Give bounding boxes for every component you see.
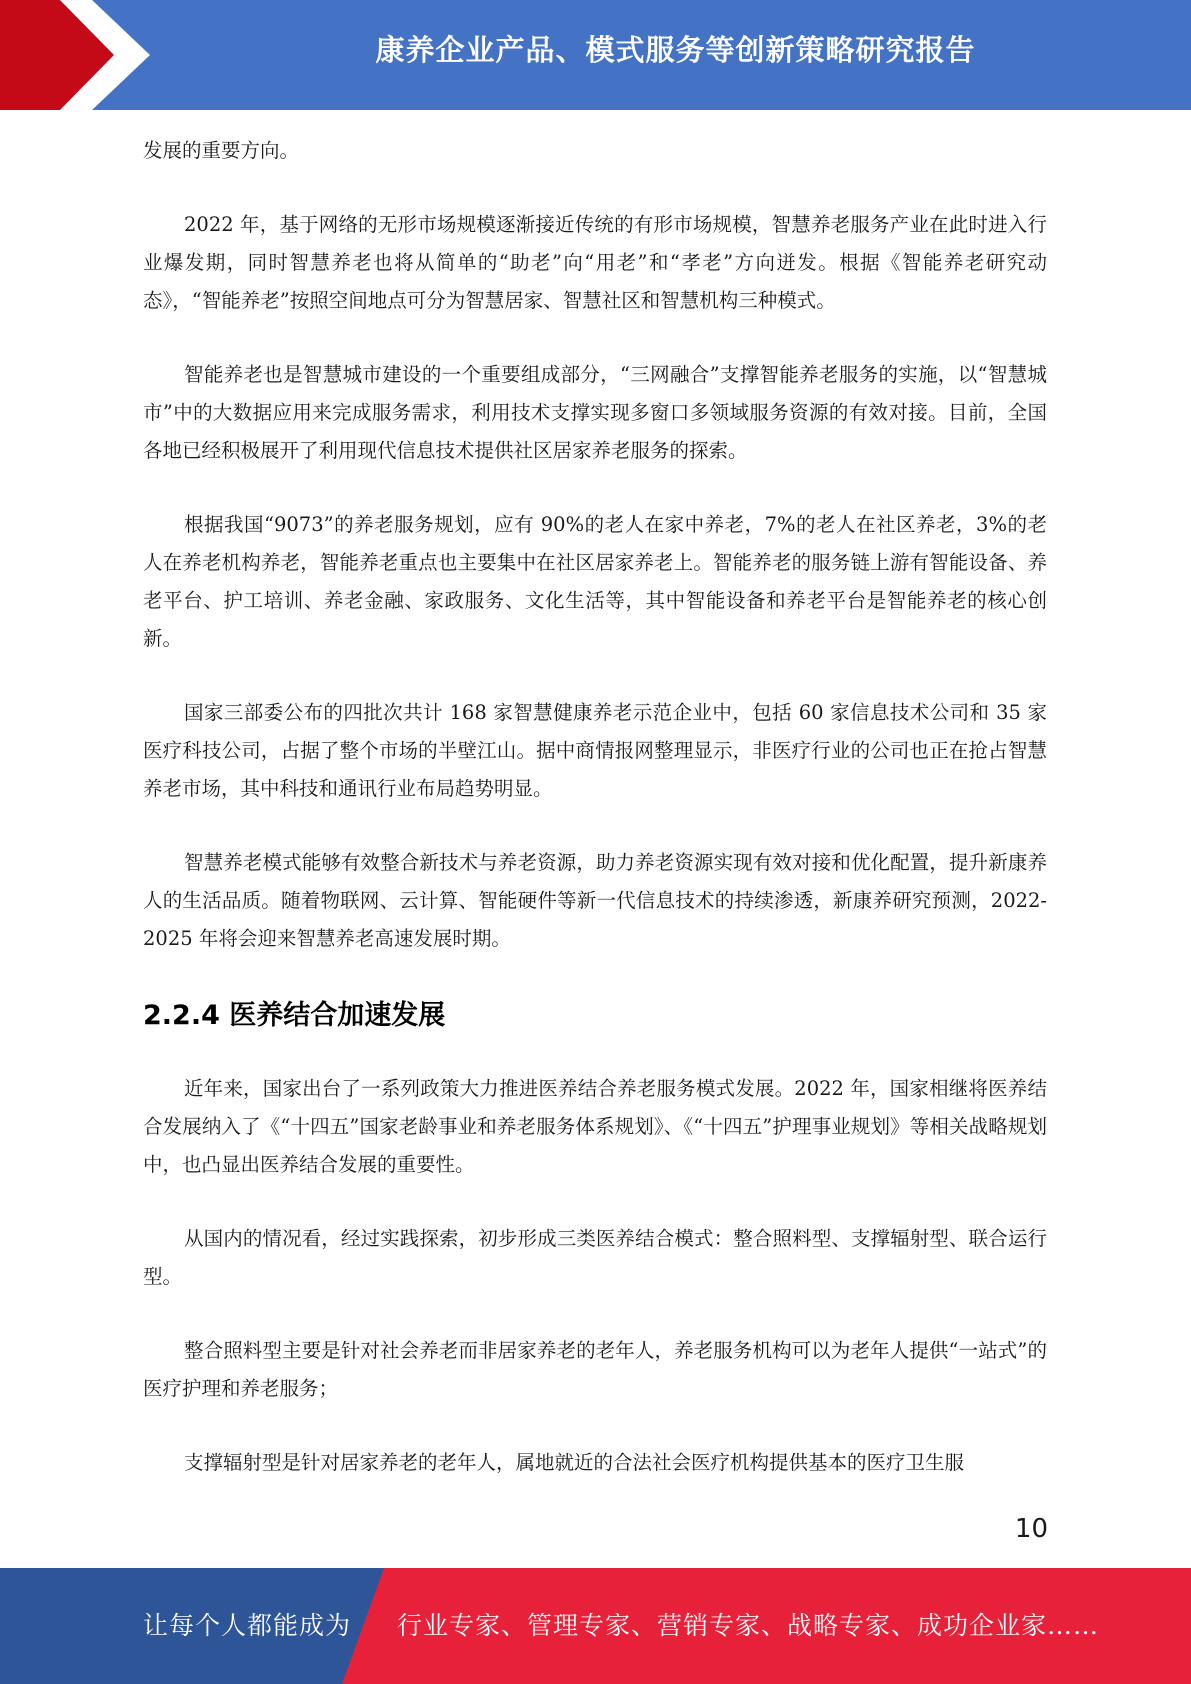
paragraph: 从国内的情况看，经过实践探索，初步形成三类医养结合模式：整合照料型、支撑辐射型、联合运行型。 [143,1227,1047,1288]
report-title: 康养企业产品、模式服务等创新策略研究报告 [375,33,976,67]
paragraph: 近年来，国家出台了一系列政策大力推进医养结合养老服务模式发展。2022 年，国家相继将医养结合发展纳入了《“十四五”国家老龄事业和养老服务体系规划》、《“十四五”护理事业规划》等相关战略规划中，也凸显出医养结合发展的重要性。 [143,1077,1047,1176]
document-body [143,132,1047,1518]
page-footer [0,1568,1191,1684]
paragraph: 智能养老也是智慧城市建设的一个重要组成部分，“三网融合”支撑智能养老服务的实施，以“智慧城市”中的大数据应用来完成服务需求，利用技术支撑实现多窗口多领域服务资源的有效对接。目前，全国各地已经积极展开了利用现代信息技术提供社区居家养老服务的探索。 [143,363,1047,462]
paragraph: 2022 年，基于网络的无形市场规模逐渐接近传统的有形市场规模，智慧养老服务产业在此时进入行业爆发期，同时智慧养老也将从简单的“助老”向“用老”和“孝老”方向迸发。根据《智能养老研究动态》，“智能养老”按照空间地点可分为智慧居家、智慧社区和智慧机构三种模式。 [143,213,1047,312]
footer-slogan-left: 让每个人都能成为 [143,1611,352,1640]
section-heading: 2.2.4 医养结合加速发展 [143,1000,446,1031]
footer-slogan-right: 行业专家、管理专家、营销专家、战略专家、成功企业家…… [397,1611,1100,1640]
page-number: 10 [1014,1514,1048,1544]
paragraph: 根据我国“9073”的养老服务规划，应有 90%的老人在家中养老，7%的老人在社区养老，3%的老人在养老机构养老，智能养老重点也主要集中在社区居家养老上。智能养老的服务链上游有智能设备、养老平台、护工培训、养老金融、家政服务、文化生活等，其中智能设备和养老平台是智能养老的核心创新。 [143,513,1047,650]
paragraph: 国家三部委公布的四批次共计 168 家智慧健康养老示范企业中，包括 60 家信息技术公司和 35 家医疗科技公司，占据了整个市场的半壁江山。据中商情报网整理显示，非医疗行业的公司也正在抢占智慧养老市场，其中科技和通讯行业布局趋势明显。 [143,701,1047,800]
paragraph: 智慧养老模式能够有效整合新技术与养老资源，助力养老资源实现有效对接和优化配置，提升新康养人的生活品质。随着物联网、云计算、智能硬件等新一代信息技术的持续渗透，新康养研究预测，2022-2025 年将会迎来智慧养老高速发展时期。 [143,851,1047,950]
paragraph: 支撑辐射型是针对居家养老的老年人，属地就近的合法社会医疗机构提供基本的医疗卫生服 [184,1451,965,1474]
page-header [0,0,1191,110]
paragraph: 发展的重要方向。 [143,139,300,162]
paragraph: 整合照料型主要是针对社会养老而非居家养老的老年人，养老服务机构可以为老年人提供“一站式”的医疗护理和养老服务； [143,1339,1047,1400]
